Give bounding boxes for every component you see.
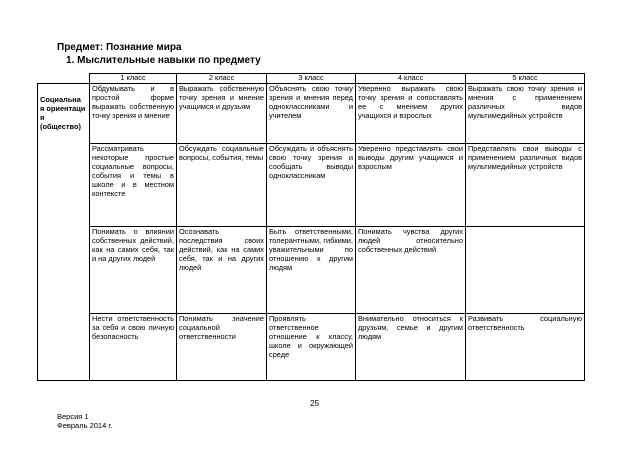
column-header-grade-3: 3 класс (267, 74, 356, 84)
table-row (38, 84, 585, 144)
skills-table (37, 73, 585, 381)
table-cell: Понимать чувства других людей относительно собственных действий (356, 227, 466, 314)
table-cell: Развивать социальную ответственность (466, 314, 585, 381)
table-corner-cell (38, 74, 90, 84)
table-cell (466, 227, 585, 314)
table-row (38, 144, 585, 227)
column-header-grade-2: 2 класс (177, 74, 267, 84)
table-cell: Нести ответственность за себя и свою личную безопасность (90, 314, 177, 381)
table-cell: Рассматривать некоторые простые социальные вопросы, события и темы в школе и в местном контексте (90, 144, 177, 227)
table-cell: Объяснять свою точку зрения и мнения перед одноклассниками и учителем (267, 84, 356, 144)
row-header-social-orientation: Социальна я ориентаци я (общество) (38, 84, 90, 381)
version-label: Версия 1 (57, 412, 89, 421)
table-header-row (38, 74, 585, 84)
table-row (38, 314, 585, 381)
table-cell: Уверенно выражать свою точку зрения и сопоставлять ее с мнением других учащихся и взрослых (356, 84, 466, 144)
table-cell: Осознавать последствия своих действий, как на самих себя, так и на других людей (177, 227, 267, 314)
table-row (38, 227, 585, 314)
page-number: 25 (310, 399, 319, 408)
table-cell: Выражать собственную точку зрения и мнение учащимся и друзьям (177, 84, 267, 144)
section-heading: 1. Мыслительные навыки по предмету (66, 55, 261, 66)
table-cell: Обсуждать социальные вопросы, события, темы (177, 144, 267, 227)
table-cell: Уверенно представлять свои выводы другим учащимся и взрослым (356, 144, 466, 227)
table-cell: Выражать свою точку зрения и мнения с применением различных видов мультимедийных устройств (466, 84, 585, 144)
version-info (57, 412, 112, 430)
column-header-grade-5: 5 класс (466, 74, 585, 84)
table-cell: Внимательно относиться к друзьям, семье и другим людям (356, 314, 466, 381)
column-header-grade-4: 4 класс (356, 74, 466, 84)
subject-heading: Предмет: Познание мира (57, 42, 182, 53)
table-cell: Понимать значение социальной ответственности (177, 314, 267, 381)
column-header-grade-1: 1 класс (90, 74, 177, 84)
table-cell: Обдумывать и в простой форме выражать собственную точку зрения и мнение (90, 84, 177, 144)
table-cell: Понимать о влиянии собственных действий, как на самих себя, так и на других людей (90, 227, 177, 314)
version-date: Февраль 2014 г. (57, 421, 113, 430)
table-cell: Быть ответственными, толерантными, гибкими, уважительными по отношению к другим людям (267, 227, 356, 314)
table-cell: Обсуждать и объяснять свою точку зрения и сообщать выводы одноклассникам (267, 144, 356, 227)
table-cell: Представлять свои выводы с применением различных видов мультимедийных устройств (466, 144, 585, 227)
table-cell: Проявлять ответственное отношение к классу, школе и окружающей среде (267, 314, 356, 381)
